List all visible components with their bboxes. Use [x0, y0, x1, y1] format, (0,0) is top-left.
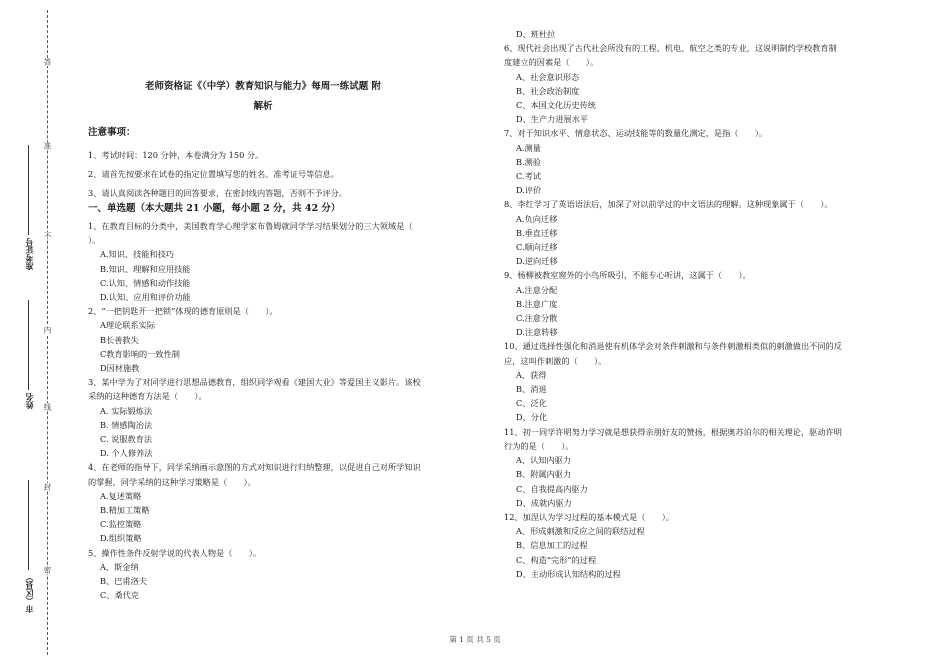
answer-option[interactable]: A.负向迁移: [516, 213, 558, 224]
seal-mark: 封: [43, 483, 52, 491]
question-stem: 4、在老师的指导下，同学采纳画示意图的方式对知识进行归纳整理，以促进自己对所学知识: [88, 462, 421, 473]
answer-option[interactable]: A、形成刺激和反应之间的联结过程: [516, 526, 645, 537]
question-stem: 6、现代社会出现了古代社会所没有的工程、机电、航空之类的专业，这说明制约学校教育制: [504, 43, 837, 54]
answer-option[interactable]: C、自我提高内驱力: [516, 483, 588, 494]
questions-right-column: [504, 27, 918, 581]
page-number: 第 1 页 共 5 页: [449, 635, 501, 644]
question: [504, 339, 918, 424]
answer-option[interactable]: A、斯金纳: [100, 561, 139, 572]
question: [88, 546, 488, 603]
question-stem: 7、对于知识水平、情意状态、运动技能等的数量化测定，是指（ ）。: [504, 128, 768, 139]
answer-option[interactable]: A.复述策略: [100, 490, 142, 501]
answer-option[interactable]: B.精加工策略: [100, 505, 150, 516]
name-label: 姓名: [24, 393, 34, 409]
seal-mark: 准: [43, 142, 52, 150]
answer-option[interactable]: A、认知内驱力: [516, 455, 572, 466]
answer-option[interactable]: A.注意分配: [516, 284, 558, 295]
answer-option[interactable]: C. 说服教育法: [100, 434, 153, 445]
answer-option[interactable]: C、构造“完形”的过程: [516, 554, 597, 565]
answer-option[interactable]: D因材施教: [100, 363, 140, 374]
exam-id-field[interactable]: [22, 145, 36, 270]
question-stem: 2、“一把钥匙开一把锁”体现的德育原则是（ ）。: [88, 306, 278, 317]
notice-list: [88, 148, 478, 205]
question-stem: 应，这叫作刺激的（ ）。: [504, 355, 607, 366]
question: [504, 197, 918, 268]
question: [88, 304, 488, 375]
answer-option[interactable]: D. 个人修养法: [100, 448, 153, 459]
answer-option[interactable]: A、社会意识形态: [516, 71, 580, 82]
seal-mark: 线: [43, 403, 52, 411]
district-underline: [29, 480, 30, 570]
question: [504, 425, 918, 510]
exam-title-line: 老师资格证《（中学）教育知识与能力》每周一练试题 附: [144, 81, 382, 92]
answer-option[interactable]: D、主动形成认知结构的过程: [516, 568, 621, 579]
question-stem: 3、某中学为了对同学进行思想品德教育，组织同学观看《建国大业》等爱国主义影片。该校: [88, 377, 421, 388]
answer-option[interactable]: C.顺向迁移: [516, 242, 558, 253]
answer-option[interactable]: A、获得: [516, 369, 547, 380]
answer-option[interactable]: B.知识、理解和应用技能: [100, 263, 191, 274]
answer-option[interactable]: B. 情感陶冶法: [100, 419, 153, 430]
answer-option[interactable]: B.注意广度: [516, 298, 558, 309]
answer-option[interactable]: C、桑代克: [100, 590, 140, 601]
answer-option[interactable]: B、社会政治制度: [516, 85, 580, 96]
answer-option[interactable]: D.组织策略: [100, 533, 142, 544]
question-stem: 11、初一同学许明努力学习就是想获得亲朋好友的赞扬，根据奥苏泊尔的相关理论，驱动许明: [504, 426, 842, 437]
answer-option[interactable]: D、生产力进展水平: [516, 114, 589, 125]
question: [504, 27, 918, 41]
seal-mark: 不: [43, 232, 52, 240]
answer-option[interactable]: C教育影响的一致性制: [100, 348, 180, 359]
seal-mark: 密: [43, 566, 52, 574]
notice-item: 1、考试时间：120 分钟，本卷满分为 150 分。: [88, 150, 264, 160]
questions-left-column: [88, 219, 488, 602]
name-underline: [29, 300, 30, 390]
answer-option[interactable]: D、分化: [516, 412, 548, 423]
question-stem: 9、杨柳被教室窗外的小鸟所吸引，不能专心听讲，这属于（ ）。: [504, 270, 751, 281]
answer-option[interactable]: A.知识、技能和技巧: [100, 249, 175, 260]
answer-option[interactable]: C.认知、情感和动作技能: [100, 277, 191, 288]
question: [504, 126, 918, 197]
question-stem: 12、加涅认为学习过程的基本模式是（ ）。: [504, 511, 675, 522]
answer-option[interactable]: B.测验: [516, 156, 541, 167]
section-heading: 一、单选题（本大题共 21 小题，每小题 2 分，共 42 分）: [88, 203, 341, 214]
question-stem: 的掌握，同学采纳的这种学习策略是（ ）。: [88, 476, 256, 487]
question: [88, 460, 488, 545]
question-stem: 1、在教育目标的分类中，美国教育学心理学家布鲁姆就同学学习结果划分的三大领域是（: [88, 221, 413, 231]
answer-option[interactable]: B、巴甫洛夫: [100, 576, 147, 587]
answer-option[interactable]: C.监控策略: [100, 519, 142, 530]
answer-option[interactable]: A.测量: [516, 142, 541, 153]
answer-option[interactable]: A. 实际锻炼法: [100, 405, 153, 416]
answer-option[interactable]: B、附属内驱力: [516, 469, 572, 480]
exam-id-underline: [29, 145, 30, 235]
district-field[interactable]: [22, 480, 36, 613]
seal-mark: 答: [43, 58, 52, 66]
question-stem: 8、李红学习了英语语法后，加深了对以前学过的中文语法的理解。这种现象属于（ ）。: [504, 199, 833, 210]
question-stem: 5、操作性条件反射学说的代表人物是（ ）。: [88, 547, 262, 558]
district-label: 市（区县）: [24, 573, 34, 613]
seal-mark: 内: [43, 326, 52, 334]
question-stem: ）。: [88, 235, 101, 246]
notice-heading: 注意事项：: [88, 127, 136, 138]
answer-option[interactable]: A理论联系实际: [100, 320, 156, 331]
question-stem: 度建立的因素是（ ）。: [504, 57, 599, 68]
question: [88, 375, 488, 460]
question: [504, 268, 918, 339]
answer-option[interactable]: B长善救失: [100, 334, 139, 345]
answer-option[interactable]: B、信息加工的过程: [516, 540, 588, 551]
answer-option[interactable]: C、泛化: [516, 398, 547, 409]
binding-margin: [0, 0, 60, 671]
question-stem: 采纳的这种德育方法是（ ）。: [88, 391, 207, 402]
question: [504, 41, 918, 126]
answer-option[interactable]: D.评价: [516, 185, 542, 196]
answer-option[interactable]: D.逆向迁移: [516, 256, 558, 267]
exam-title: [88, 77, 438, 117]
notice-item: 3、请认真阅读各种题目的回答要求，在密封线内答题，否则不予评分。: [88, 188, 348, 198]
exam-title-line: 解析: [253, 101, 273, 112]
answer-option[interactable]: D、成就内驱力: [516, 497, 572, 508]
answer-option[interactable]: D、班杜拉: [516, 29, 556, 39]
question: [504, 510, 918, 581]
answer-option[interactable]: C.注意分散: [516, 313, 558, 324]
exam-id-label: 准考证号: [24, 238, 34, 270]
notice-item: 2、请首先按要求在试卷的指定位置填写您的姓名、准考证号等信息。: [88, 169, 339, 179]
name-field[interactable]: [22, 300, 36, 409]
answer-option[interactable]: D.认知、应用和评价功能: [100, 292, 191, 303]
answer-option[interactable]: C.考试: [516, 171, 541, 182]
answer-option[interactable]: B.垂直迁移: [516, 227, 558, 238]
answer-option[interactable]: C、本国文化历史传统: [516, 100, 596, 111]
question-stem: 10、通过选择性强化和消退使有机体学会对条件刺激和与条件刺激相类似的刺激做出不同的反: [504, 341, 842, 352]
question-stem: 行为的是（ ）。: [504, 440, 574, 451]
answer-option[interactable]: D.注意转移: [516, 327, 558, 338]
question: [88, 219, 488, 304]
answer-option[interactable]: B、消退: [516, 384, 547, 395]
